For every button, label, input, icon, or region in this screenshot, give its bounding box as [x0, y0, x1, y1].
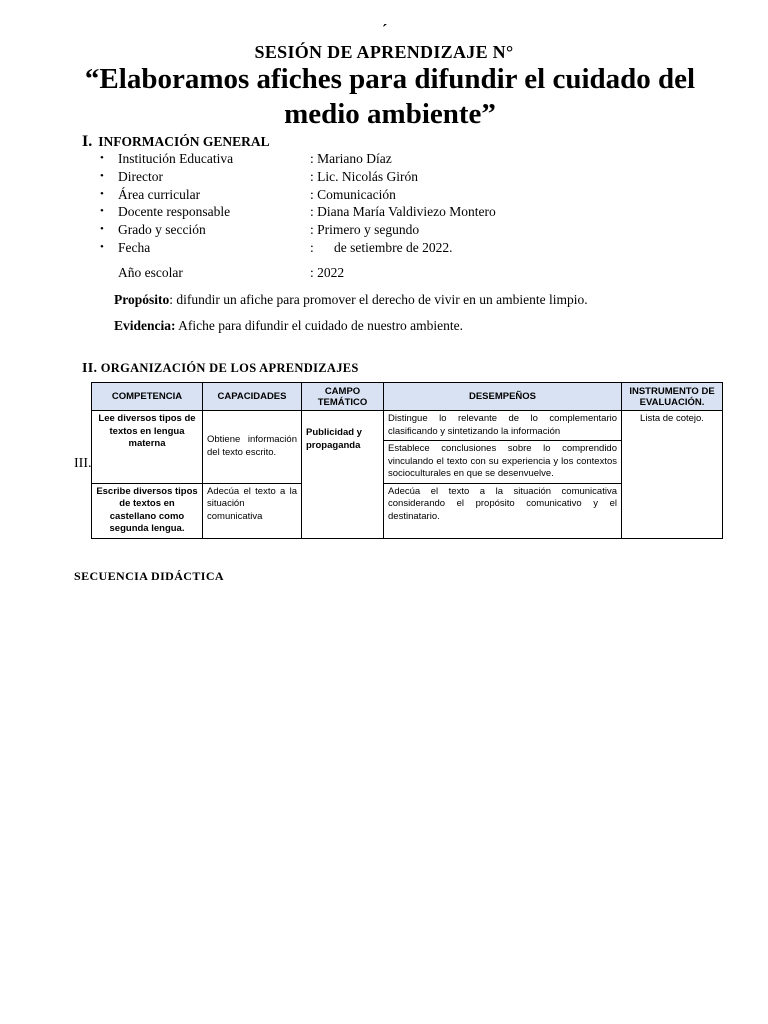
section-1-title: INFORMACIÓN GENERAL — [98, 134, 270, 149]
bullet-icon: • — [100, 152, 104, 164]
proposito-label: Propósito — [114, 292, 170, 307]
info-value: : Mariano Díaz — [310, 151, 392, 166]
evidencia-line — [114, 318, 463, 334]
capacidad-cell: Adecúa el texto a la situación comunicativa — [203, 483, 302, 538]
campo-tematico-cell: Publicidad y propaganda — [302, 411, 384, 539]
desempeno-cell: Establece conclusiones sobre lo comprendido vinculando el texto con su experiencia y los contextos socioculturales en que se desenvuelve. — [384, 441, 622, 484]
session-title — [40, 62, 740, 132]
anio-label: Año escolar — [118, 265, 183, 280]
evidencia-label: Evidencia: — [114, 318, 176, 333]
info-value: : Lic. Nicolás Girón — [310, 168, 418, 184]
section-2-heading — [82, 361, 359, 377]
table-row — [92, 411, 723, 441]
bullet-icon: • — [100, 187, 104, 200]
info-label: Área curricular — [118, 186, 201, 202]
bullet-icon: • — [100, 223, 104, 236]
info-value: : Primero y segundo — [310, 222, 420, 238]
proposito-line — [114, 292, 588, 308]
title-line-2: medio ambiente” — [284, 98, 496, 130]
header-competencia: COMPETENCIA — [92, 383, 203, 411]
section-3-number: III. — [74, 456, 92, 471]
learning-organization-table — [91, 382, 723, 539]
session-subtitle: SESIÓN DE APRENDIZAJE N° — [254, 42, 514, 62]
bullet-icon: • — [100, 240, 104, 253]
competencia-cell: Lee diversos tipos de textos en lengua materna — [92, 411, 203, 484]
evidencia-text: Afiche para difundir el cuidado de nuestro ambiente. — [175, 318, 464, 333]
header-desempenos: DESEMPEÑOS — [384, 383, 622, 411]
info-label: Grado y sección — [118, 222, 206, 238]
section-2-number: II. — [82, 361, 98, 376]
bullet-icon: • — [100, 169, 104, 182]
competencia-cell: Escribe diversos tipos de textos en castellano como segunda lengua. — [92, 483, 203, 538]
info-label: Docente responsable — [118, 204, 231, 220]
bullet-icon: • — [100, 205, 104, 218]
title-line-1: “Elaboramos afiches para difundir el cuidado del — [84, 63, 696, 95]
info-label: Institución Educativa — [118, 151, 234, 166]
info-label: Director — [118, 168, 163, 184]
section-1-number: I. — [82, 133, 93, 150]
section-1-heading — [82, 133, 270, 151]
info-label: Fecha — [118, 239, 151, 255]
info-value: : Comunicación — [310, 186, 396, 202]
anio-value: : 2022 — [310, 265, 345, 280]
capacidad-cell: Obtiene información del texto escrito. — [203, 411, 302, 484]
desempeno-cell: Adecúa el texto a la situación comunicativa considerando el propósito comunicativo y el destinatario. — [384, 483, 622, 538]
header-capacidades: CAPACIDADES — [203, 383, 302, 411]
accent-mark: ´ — [382, 22, 388, 39]
instrumento-cell: Lista de cotejo. — [622, 411, 723, 539]
header-instrumento: INSTRUMENTO DE EVALUACIÓN. — [622, 383, 723, 411]
proposito-text: : difundir un afiche para promover el derecho de vivir en un ambiente limpio. — [169, 292, 588, 307]
info-value: : Diana María Valdiviezo Montero — [310, 204, 496, 220]
header-campo-tematico: CAMPO TEMÁTICO — [302, 383, 384, 411]
table-header-row — [92, 383, 723, 411]
info-value: : de setiembre de 2022. — [310, 239, 453, 255]
secuencia-heading: SECUENCIA DIDÁCTICA — [74, 569, 224, 583]
desempeno-cell: Distingue lo relevante de lo complementario clasificando y sintetizando la información — [384, 411, 622, 441]
section-2-title: ORGANIZACIÓN DE LOS APRENDIZAJES — [97, 361, 359, 375]
